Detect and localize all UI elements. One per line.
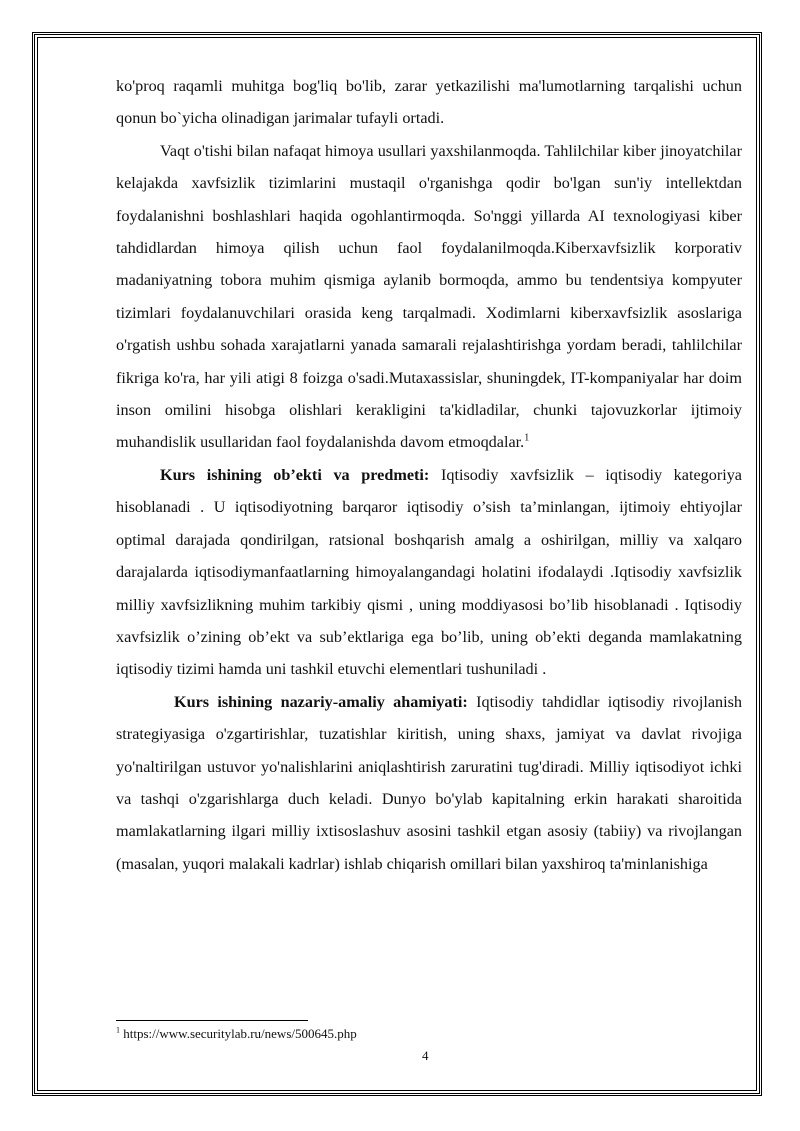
paragraph-4 [116, 686, 742, 880]
section-heading-object: Kurs ishining ob’ekti va predmeti: [160, 465, 430, 484]
page-number: 4 [422, 1048, 429, 1063]
paragraph-3-text: Iqtisodiy xavfsizlik – iqtisodiy kategoriya hisoblanadi . U iqtisodiyotning barqaror iqtisodiy o’sish ta’minlangan, ijtimoiy ehtiyojlar optimal darajada qondirilgan, ratsional boshqarish amalg a oshirilgan, milliy va xalqaro darajalarda iqtisodiymanfaatlarning himoyalangandagi holatini ifodalaydi .Iqtisodiy xavfsizlik milliy xavfsizlikning muhim tarkibiy qismi , uning moddiyasosi bo’lib hisoblanadi . Iqtisodiy xavfsizlik o’zining ob’ekt va sub’ektlariga ega bo’lib, uning ob’ekti deganda mamlakatning iqtisodiy tizimi hamda uni tashkil etuvchi elementlari tushuniladi . [116, 465, 742, 679]
paragraph-2-text: Vaqt o'tishi bilan nafaqat himoya usullari yaxshilanmoqda. Tahlilchilar kiber jinoyatchilar kelajakda xavfsizlik tizimlarini mustaqil o'rganishga qodir bo'lgan sun'iy intellektdan foydalanishni boshlashlari haqida ogohlantirmoqda. So'nggi yillarda AI texnologiyasi kiber tahdidlardan himoya qilish uchun faol foydalanilmoqda.Kiberxavfsizlik korporativ madaniyatning tobora muhim qismiga aylanib bormoqda, ammo bu tendentsiya kompyuter tizimlari foydalanuvchilari orasida keng tarqalmadi. Xodimlarni kiberxavfsizlik asoslariga o'rgatish ushbu sohada xarajatlarni yanada samarali rejalashtirishga yordam beradi, tahlilchilar fikriga ko'ra, har yili atigi 8 foizga o'sadi.Mutaxassislar, shuningdek, IT-kompaniyalar har doim inson omilini hisobga olishlari kerakligini ta'kidladilar, chunki tajovuzkorlar ijtimoiy muhandislik usullaridan faol foydalanishda davom etmoqdalar. [116, 141, 742, 452]
footnote-number: 1 [116, 1025, 120, 1035]
footnote-link[interactable]: https://www.securitylab.ru/news/500645.php [120, 1026, 357, 1041]
paragraph-3 [116, 459, 742, 686]
footnote-reference[interactable]: 1 [524, 433, 530, 445]
paragraph-4-text: Iqtisodiy tahdidlar iqtisodiy rivojlanish strategiyasiga o'zgartirishlar, tuzatishlar kiritish, uning shaxs, jamiyat va davlat rivojiga yo'naltirilgan ustuvor yo'nalishlarini aniqlashtirish zaruratini tug'diradi. Milliy iqtisodiyot ichki va tashqi o'zgarishlarga duch keladi. Dunyo bo'ylab kapitalning erkin harakati sharoitida mamlakatlarning ilgari milliy ixtisoslashuv asosini tashkil etgan asosiy (tabiiy) va rivojlangan (masalan, yuqori malakali kadrlar) ishlab chiqarish omillari bilan yaxshiroq ta'minlanishiga [116, 692, 742, 873]
section-heading-significance: Kurs ishining nazariy-amaliy ahamiyati: [174, 692, 468, 711]
paragraph-2 [116, 135, 742, 459]
paragraph-1: ko'proq raqamli muhitga bog'liq bo'lib, zarar yetkazilishi ma'lumotlarning tarqalishi uchun qonun bo`yicha olinadigan jarimalar tufayli ortadi. [116, 77, 742, 128]
document-body [116, 70, 742, 880]
footnote [116, 1026, 357, 1042]
footnote-separator [116, 1020, 308, 1021]
